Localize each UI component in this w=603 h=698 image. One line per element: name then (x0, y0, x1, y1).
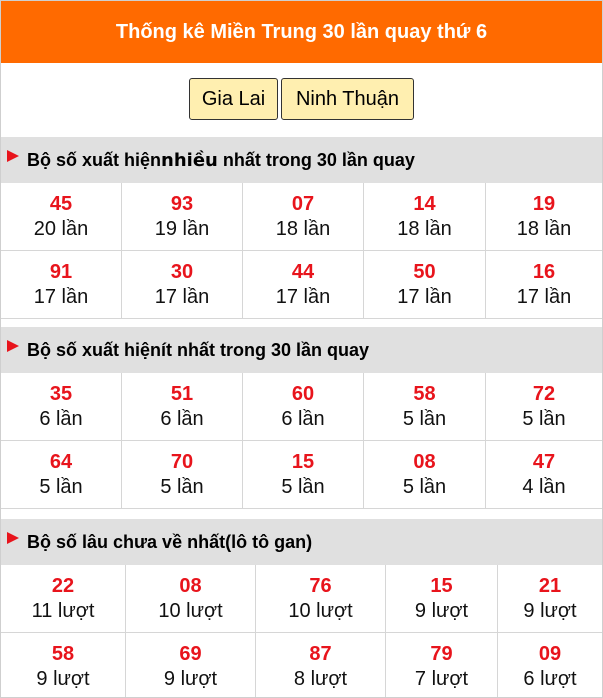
page-title-text: Thống kê Miền Trung 30 lần quay thứ 6 (115, 20, 488, 43)
section-title-post: nhất trong 30 lần quay (177, 339, 370, 360)
section-title-pre: Bộ số lâu chưa về nhất (27, 531, 226, 552)
draws-absent-count: 9 lượt (414, 599, 469, 622)
tab-gia-lai[interactable]: Gia Lai (189, 78, 278, 120)
lotto-number: 07 (291, 192, 315, 215)
tab-ninh-thuan[interactable]: Ninh Thuận (281, 78, 414, 120)
lotto-number: 09 (538, 643, 562, 665)
province-tabs (1, 63, 602, 135)
lotto-number: 08 (413, 450, 436, 473)
draws-absent-count: 11 lượt (31, 599, 95, 622)
occurrence-count: 5 lần (39, 475, 83, 498)
draws-absent-count: 9 lượt (523, 599, 577, 622)
lotto-number: 58 (413, 382, 436, 405)
list-item (1, 565, 126, 633)
lotto-number: 91 (49, 260, 73, 283)
lotto-number: 60 (291, 382, 315, 405)
lotto-number: 47 (532, 450, 556, 473)
lotto-number: 87 (309, 643, 332, 665)
list-item (1, 183, 122, 251)
list-item (122, 183, 243, 251)
list-item (122, 441, 243, 509)
occurrence-count: 5 lần (522, 407, 566, 430)
list-item (364, 183, 486, 251)
lotto-number: 21 (538, 574, 562, 597)
draws-absent-count: 9 lượt (36, 668, 90, 690)
lotto-number: 16 (532, 260, 556, 283)
occurrence-count: 6 lần (160, 407, 204, 430)
lotto-number: 51 (170, 382, 194, 405)
most-frequent-grid (1, 183, 602, 319)
draws-absent-count: 6 lượt (523, 668, 577, 690)
occurrence-count: 5 lần (160, 475, 204, 498)
list-item (1, 633, 126, 698)
list-item (364, 251, 486, 319)
list-item (498, 633, 602, 698)
draws-absent-count: 8 lượt (293, 668, 348, 690)
list-item (1, 373, 122, 441)
list-item (243, 183, 364, 251)
lotto-number: 22 (51, 574, 75, 597)
list-item (243, 251, 364, 319)
list-item (256, 633, 386, 698)
lotto-number: 70 (170, 450, 194, 473)
section-gan-title (1, 519, 602, 565)
lotto-number: 72 (532, 382, 556, 405)
occurrence-count: 5 lần (402, 475, 447, 498)
list-item (243, 441, 364, 509)
list-item (1, 441, 122, 509)
occurrence-count: 18 lần (516, 217, 572, 240)
occurrence-count: 20 lần (33, 217, 89, 240)
occurrence-count: 5 lần (281, 475, 325, 498)
list-item (364, 373, 486, 441)
page-title (1, 1, 602, 63)
lotto-number: 93 (170, 192, 194, 215)
occurrence-count: 19 lần (154, 217, 210, 240)
lotto-number: 30 (170, 260, 194, 283)
section-title-pre: Bộ số xuất hiện (27, 149, 162, 170)
lotto-number: 08 (179, 574, 202, 597)
lotto-number: 44 (291, 260, 315, 283)
section-title-bold: (lô tô gan) (225, 531, 313, 552)
occurrence-count: 18 lần (397, 217, 452, 240)
lotto-number: 58 (51, 643, 75, 665)
lotto-number: 76 (309, 574, 332, 597)
occurrence-count: 17 lần (516, 285, 572, 308)
list-item (126, 565, 256, 633)
triangle-bullet-icon (7, 150, 19, 162)
list-item (122, 373, 243, 441)
occurrence-count: 6 lần (39, 407, 83, 430)
lotto-number: 15 (291, 450, 315, 473)
section-title-post: nhất trong 30 lần quay (222, 149, 415, 170)
lotto-number: 35 (49, 382, 73, 405)
lotto-number: 79 (430, 643, 453, 665)
occurrence-count: 6 lần (281, 407, 325, 430)
section-title-pre: Bộ số xuất hiện (27, 339, 162, 360)
section-least-frequent-title (1, 327, 602, 373)
lotto-number: 64 (49, 450, 73, 473)
gan-grid (1, 565, 602, 698)
triangle-bullet-icon (7, 532, 19, 544)
list-item (486, 373, 602, 441)
occurrence-count: 17 lần (33, 285, 89, 308)
draws-absent-count: 10 lượt (158, 599, 223, 622)
lotto-number: 14 (413, 192, 436, 215)
list-item (486, 441, 602, 509)
section-title-bold: nhiều (161, 149, 218, 171)
list-item (386, 633, 498, 698)
section-title-bold: ít (161, 339, 173, 360)
draws-absent-count: 9 lượt (163, 668, 218, 690)
list-item (256, 565, 386, 633)
lotto-number: 69 (179, 643, 202, 665)
triangle-bullet-icon (7, 340, 19, 352)
least-frequent-grid (1, 373, 602, 509)
occurrence-count: 4 lần (522, 475, 566, 498)
occurrence-count: 17 lần (397, 285, 452, 308)
occurrence-count: 5 lần (402, 407, 447, 430)
lotto-number: 15 (430, 574, 453, 597)
list-item (486, 251, 602, 319)
lotto-number: 50 (413, 260, 436, 283)
draws-absent-count: 7 lượt (414, 668, 469, 690)
list-item (364, 441, 486, 509)
section-most-frequent-title (1, 137, 602, 183)
occurrence-count: 18 lần (275, 217, 331, 240)
list-item (386, 565, 498, 633)
list-item (243, 373, 364, 441)
list-item (486, 183, 602, 251)
list-item (122, 251, 243, 319)
occurrence-count: 17 lần (275, 285, 331, 308)
lotto-number: 19 (532, 192, 556, 215)
list-item (498, 565, 602, 633)
list-item (126, 633, 256, 698)
list-item (1, 251, 122, 319)
occurrence-count: 17 lần (154, 285, 210, 308)
lotto-number: 45 (49, 192, 73, 215)
draws-absent-count: 10 lượt (288, 599, 353, 622)
